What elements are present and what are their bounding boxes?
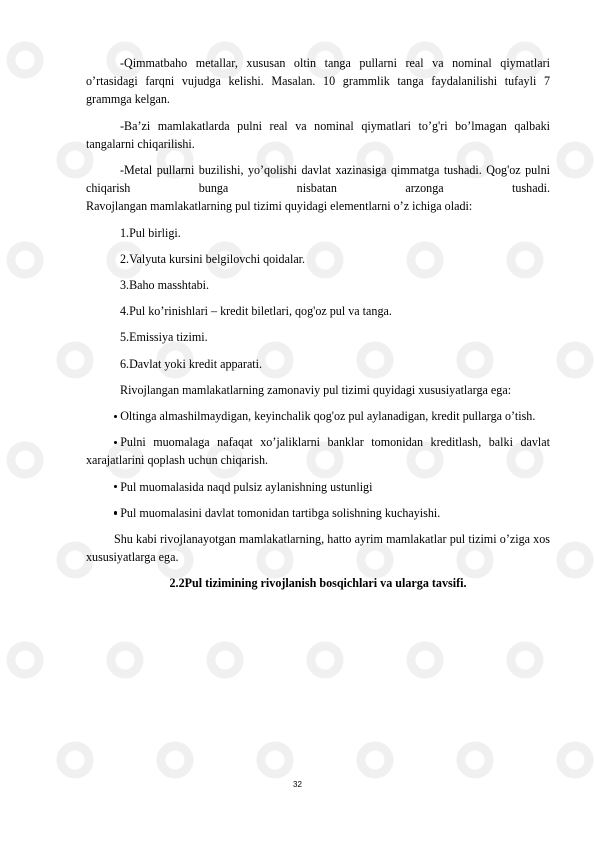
bullet-text-1: Oltinga almashilmaydigan, keyinchalik qog'oz pul aylanadigan, kredit pullarga o’tish. [120,409,536,424]
paragraph-modern-features: Rivojlangan mamlakatlarning zamonaviy pul tizimi quyidagi xususiyatlarga ega: [120,382,512,397]
page-number: 32 [293,780,302,789]
list-item-2: 2.Valyuta kursini belgilovchi qoidalar. [120,251,306,266]
bullet-dot-icon [114,441,117,444]
bullet-item-2 [86,433,550,469]
bullet-text-2: Pulni muomalaga nafaqat xo’jaliklarni banklar tomonidan kreditlash, balki davlat xarajatlarini qoplash uchun chiqarish. [86,435,550,468]
bullet-dot-icon [114,485,117,488]
bullet-item-1 [86,407,550,425]
bullet-dot-icon [114,415,117,418]
bullet-dot-icon [114,511,117,514]
section-heading: 2.2Pul tizimining rivojlanish bosqichlari va ularga tavsifi. [169,576,467,591]
bullet-text-4: Pul muomalasini davlat tomonidan tartibga solishning kuchayishi. [120,505,441,520]
paragraph-developing-countries: Shu kabi rivojlanayotgan mamlakatlarning, hatto ayrim mamlakatlar pul tizimi o’ziga xos xususiyatlarga ega. [86,532,550,565]
paragraph-counterfeit-coins: -Ba’zi mamlakatlarda pulni real va nominal qiymatlari to’g'ri bo’lmagan qalbaki tangalarni chiqarilishi. [86,118,550,151]
paragraph-precious-metals: -Qimmatbaho metallar, xususan oltin tanga pullarni real va nominal qiymatlari o’rtasidagi farqni vujudga kelishi. Masalan. 10 grammlik tanga faydalanilishi tufayli 7 grammga kelgan. [86,56,550,107]
document-body [86,54,550,593]
paragraph-money-system-elements: Ravojlangan mamlakatlarning pul tizimi quyidagi elementlarni o’z ichiga oladi: [86,199,473,214]
bullet-item-4 [86,504,550,522]
list-item-4: 4.Pul ko’rinishlari – kredit biletlari, qog'oz pul va tanga. [120,304,392,319]
list-item-3: 3.Baho masshtabi. [120,278,210,293]
list-item-6: 6.Davlat yoki kredit apparati. [120,356,263,371]
bullet-text-3: Pul muomalasida naqd pulsiz aylanishning ustunligi [120,479,373,494]
list-item-5: 5.Emissiya tizimi. [120,330,208,345]
bullet-item-3 [86,478,550,496]
paragraph-metal-money-cost: -Metal pullarni buzilishi, yo’qolishi davlat xazinasiga qimmatga tushadi. Qog'oz pulni chiqarish bunga nisbatan arzonga tushadi. [86,163,550,196]
list-item-1: 1.Pul birligi. [120,225,181,240]
